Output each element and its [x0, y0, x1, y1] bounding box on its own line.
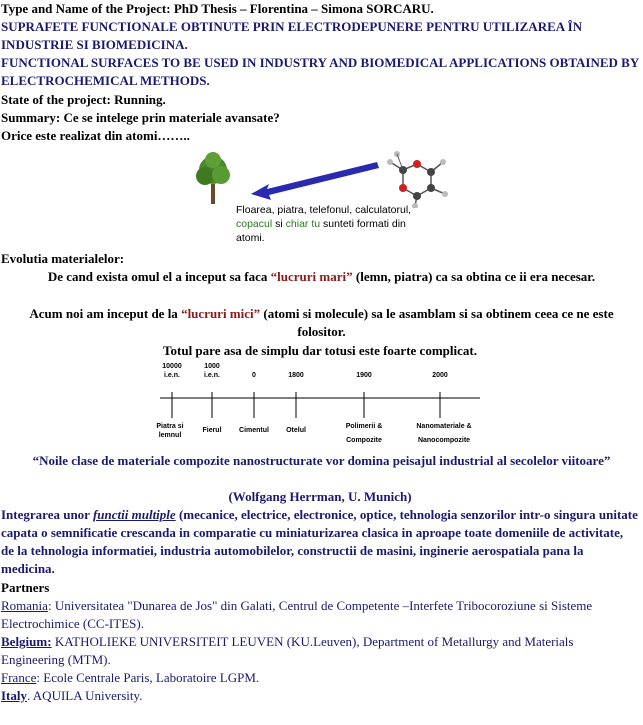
partner-country-romania[interactable]: Romania	[1, 598, 48, 613]
partner-country-belgium[interactable]: Belgium:	[1, 634, 52, 649]
integration-start: Integrarea unor	[1, 507, 90, 522]
partner-italy	[1, 687, 639, 705]
partner-country-italy[interactable]: Italy	[1, 688, 27, 703]
timeline-year-1: 10000 i.e.n.	[162, 363, 182, 379]
partner-text-france: Ecole Centrale Paris, Laboratoire LGPM.	[43, 670, 260, 685]
p2-start: Acum noi am inceput de la	[29, 306, 178, 321]
timeline-era-6: Nanomateriale & Nanocompozite	[416, 423, 472, 444]
p1-end: (lemn, piatra) ca sa obtina ce ii era necesar.	[355, 269, 596, 284]
partners-heading: Partners	[1, 580, 50, 595]
project-type-line	[1, 0, 639, 18]
timeline-era-4: Otelul	[286, 427, 306, 434]
caption-green-2: chiar tu	[285, 218, 321, 230]
integration-italic: functii multiple	[92, 507, 176, 522]
state-label: State of the project:	[1, 92, 111, 107]
summary-line	[1, 109, 639, 127]
project-state-line	[1, 91, 639, 109]
summary-label: Summary:	[1, 110, 61, 125]
timeline-year-6: 2000	[432, 372, 448, 379]
p2-end: (atomi si molecule) sa le asamblam si sa obtinem ceea ce ne este folositor.	[263, 306, 614, 339]
arrow-icon	[251, 162, 379, 200]
caption-green-1: copacul	[236, 218, 273, 230]
integration-middle: (mecanice, electrice, electronice, optice, tehnologia senzorilor intr-o singura unitate capata o semnificatie crescanda in comparatie cu miniaturizarea clasica in aproape toate domeniile de activitate, de la	[1, 507, 638, 558]
partner-text-italy: AQUILA University.	[32, 688, 143, 703]
integration-paragraph	[1, 506, 639, 578]
timeline-year-3: 0	[252, 372, 256, 379]
atoms-caption	[236, 203, 416, 245]
partner-sep-france: :	[36, 670, 40, 685]
partner-sep-italy: .	[27, 688, 31, 703]
project-type-value: PhD Thesis – Florentina – Simona SORCARU.	[173, 1, 434, 16]
partner-country-france[interactable]: France	[1, 670, 37, 685]
title-romanian: SUPRAFETE FUNCTIONALE OBTINUTE PRIN ELECTRODEPUNERE PENTRU UTILIZAREA ÎN INDUSTRIE SI BIOMEDICINA.	[1, 19, 583, 52]
materials-timeline	[150, 358, 490, 448]
p1-start: De cand exista omul el a inceput sa faca	[47, 269, 268, 284]
quote-author: (Wolfgang Herrman, U. Munich)	[228, 489, 412, 504]
timeline-era-5: Polimerii & Compozite	[345, 423, 383, 444]
timeline-year-4: 1800	[288, 372, 304, 379]
tree-icon	[196, 152, 230, 204]
state-value: Running.	[114, 92, 166, 107]
caption-text-1: Floarea, piatra, telefonul, calculatorul,	[236, 204, 412, 216]
timeline-year-5: 1900	[356, 372, 372, 379]
partner-belgium	[1, 633, 639, 669]
evolution-p2	[10, 305, 633, 341]
summary-value: Ce se intelege prin materiale avansate?	[63, 110, 280, 125]
quote-text: “Noile clase de materiale compozite nanostructurate vor domina peisajul industrial al secolelor viitoare”	[32, 453, 611, 468]
molecule-icon	[387, 151, 448, 208]
partner-france	[1, 669, 639, 687]
caption-text-3: sunteti formati din atomi.	[236, 218, 406, 244]
p2-highlight: “lucruri mici”	[181, 306, 261, 321]
partner-sep-romania: :	[47, 598, 52, 613]
integration-highlight: tehnologia informatiei, industria automobilelor, constructii de masini, inginerie aerospatiala pana la medicina.	[1, 543, 584, 576]
title-english: FUNCTIONAL SURFACES TO BE USED IN INDUSTRY AND BIOMEDICAL APPLICATIONS OBTAINED BY ELECTROCHEMICAL METHODS.	[1, 55, 639, 88]
caption-text-2: si	[275, 218, 283, 230]
atoms-line: Orice este realizat din atomi……..	[1, 128, 190, 143]
evolution-p1	[10, 268, 633, 286]
partner-romania	[1, 597, 639, 633]
timeline-year-2: 1000 i.e.n.	[204, 363, 220, 379]
timeline-era-3: Cimentul	[239, 427, 269, 434]
timeline-era-1: Piatra si lemnul	[156, 423, 184, 439]
evolution-p3: Totul pare asa de simplu dar totusi este foarte complicat.	[163, 343, 477, 358]
p1-highlight: “lucruri mari”	[270, 269, 353, 284]
timeline-era-2: Fierul	[202, 427, 222, 434]
partner-text-romania: Universitatea "Dunarea de Jos" din Galati, Centrul de Competente –Interfete Tribocoroziune si Sisteme Electrochimice (CC-ITES).	[1, 598, 593, 631]
evolution-heading: Evolutia materialelor:	[1, 251, 125, 266]
partner-text-belgium: KATHOLIEKE UNIVERSITEIT LEUVEN (KU.Leuven), Department of Metallurgy and Materials Engineering (MTM).	[1, 634, 574, 667]
atoms-illustration	[185, 148, 455, 208]
project-type-label: Type and Name of the Project:	[1, 1, 171, 16]
